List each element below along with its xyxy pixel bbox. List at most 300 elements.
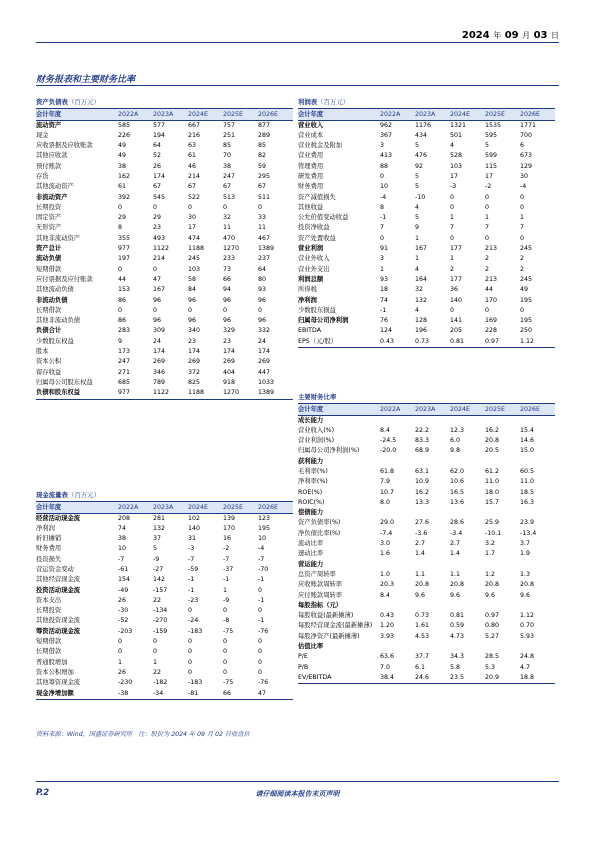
table-row — [36, 357, 293, 367]
row-value: 0 — [188, 306, 193, 314]
row-value: 4 — [415, 265, 420, 273]
row-value: 115 — [485, 162, 498, 170]
row-label: 资本支出 — [36, 596, 62, 604]
row-value: 214 — [153, 255, 166, 263]
row-value: 245 — [188, 255, 201, 263]
disclaimer: 请仔细阅读本报告末页声明 — [255, 790, 340, 798]
row-value: 7 — [485, 224, 490, 232]
row-label: EBITDA — [298, 327, 322, 335]
row-value: 0.59 — [450, 622, 465, 630]
table-row — [298, 121, 555, 131]
row-value: 372 — [188, 368, 201, 376]
table-row — [298, 337, 555, 347]
row-value: -1 — [258, 617, 265, 625]
row-label: 固定资产 — [36, 214, 62, 222]
row-value: 96 — [188, 317, 197, 325]
row-value: 0 — [258, 306, 263, 314]
row-value: 1 — [380, 265, 385, 273]
row-value: 9.8 — [450, 447, 461, 455]
row-value: 61 — [118, 183, 127, 191]
row-value: 245 — [520, 275, 533, 283]
row-value: 4 — [415, 306, 420, 314]
row-value: 0.73 — [415, 612, 430, 620]
row-value: 169 — [485, 317, 498, 325]
row-value: 10 — [258, 535, 267, 543]
table-row — [36, 668, 293, 678]
row-value: 0.43 — [380, 337, 395, 345]
row-value: 6 — [520, 142, 525, 150]
row-value: 0 — [520, 193, 525, 201]
row-value: -75 — [223, 679, 234, 687]
balance_sheet-title — [36, 97, 293, 108]
row-value: 269 — [223, 358, 236, 366]
row-value: 0 — [223, 638, 228, 646]
row-value: 825 — [188, 378, 201, 386]
row-value: 167 — [415, 245, 428, 253]
row-value: 1.1 — [450, 570, 461, 578]
row-value: 1.61 — [415, 622, 430, 630]
row-value: 1 — [520, 214, 525, 222]
row-label: 获利能力 — [298, 457, 324, 465]
financial-ratios-table — [298, 392, 555, 684]
row-value: 124 — [380, 327, 393, 335]
table-row — [36, 182, 293, 192]
report-date: 2024 年 09 月 03 日 — [461, 30, 559, 41]
row-value: 5.27 — [485, 632, 500, 640]
row-value: 474 — [188, 234, 201, 242]
row-value: -3.6 — [415, 529, 428, 537]
row-value: 59 — [258, 162, 267, 170]
table-row — [298, 611, 555, 621]
row-value: 20.9 — [485, 673, 500, 681]
table-row — [298, 632, 555, 642]
row-value — [520, 560, 555, 570]
table-row — [298, 223, 555, 233]
row-value: 24 — [258, 337, 267, 345]
row-value: 74 — [380, 296, 389, 304]
row-value: 162 — [118, 172, 131, 180]
row-value: 123 — [258, 514, 271, 522]
table-row — [298, 141, 555, 151]
row-value: -7 — [223, 555, 230, 563]
row-value: 1 — [153, 658, 158, 666]
row-value: 33 — [258, 214, 267, 222]
row-value: 94 — [223, 286, 232, 294]
header-year: 2026E — [520, 406, 541, 413]
row-label: 投资净收益 — [298, 224, 330, 232]
row-value: 2 — [450, 265, 455, 273]
row-value: 0.70 — [520, 622, 535, 630]
row-label: 其他经营现金流 — [36, 576, 81, 584]
row-value: 8.4 — [380, 426, 391, 434]
row-value — [380, 508, 415, 518]
row-value: 60.5 — [520, 467, 535, 475]
table-title-text: 主要财务比率 — [298, 393, 337, 401]
row-label: 管理费用 — [298, 162, 324, 170]
table-row — [36, 296, 293, 306]
row-value: 3.93 — [380, 632, 395, 640]
row-value: 2 — [520, 265, 525, 273]
table-row — [36, 285, 293, 295]
row-label: 应收账款周转率 — [298, 581, 343, 589]
row-value: 196 — [415, 327, 428, 335]
row-value: 8.0 — [380, 498, 391, 506]
table-row — [298, 275, 555, 285]
row-value: 20.8 — [485, 581, 500, 589]
row-value: 7.0 — [380, 663, 391, 671]
row-label: 其他收益 — [298, 203, 324, 211]
row-value: 0 — [223, 203, 228, 211]
row-value: 233 — [223, 255, 236, 263]
table-unit: （百万元） — [317, 98, 350, 106]
row-value: 96 — [258, 296, 267, 304]
row-value: -2 — [223, 545, 230, 553]
row-value: 66 — [223, 689, 232, 697]
row-value: 67 — [258, 183, 267, 191]
row-value: 170 — [223, 524, 236, 532]
row-value: 92 — [415, 162, 424, 170]
row-value: 251 — [223, 131, 236, 139]
row-value: 8 — [118, 224, 123, 232]
row-value: -61 — [118, 565, 129, 573]
row-value: 96 — [153, 296, 162, 304]
row-value: 877 — [258, 121, 271, 129]
row-value: 47 — [153, 275, 162, 283]
row-value: -7 — [118, 555, 125, 563]
row-label: 归属母公司净利润 — [298, 317, 349, 325]
table-row — [298, 560, 555, 570]
row-value: 16.2 — [485, 426, 500, 434]
row-value: 0 — [485, 203, 490, 211]
row-value: 96 — [223, 317, 232, 325]
row-value: -1 — [188, 576, 195, 584]
row-label: 利润总额 — [298, 275, 324, 283]
row-label: 营业税金及附加 — [298, 142, 343, 150]
row-value: 247 — [223, 172, 236, 180]
table-row — [298, 306, 555, 316]
row-value: 0 — [258, 203, 263, 211]
page-number: P.2 — [36, 788, 50, 798]
row-value: 129 — [520, 162, 533, 170]
row-value: 355 — [118, 234, 131, 242]
row-label: 归属母公司净利润(%) — [298, 447, 360, 455]
row-value: 17 — [188, 224, 197, 232]
row-value: 0 — [450, 193, 455, 201]
row-value: 6.0 — [450, 437, 461, 445]
row-value: 16.5 — [450, 488, 465, 496]
row-value: 329 — [223, 327, 236, 335]
row-value: -159 — [153, 627, 168, 635]
row-value: -1 — [380, 214, 387, 222]
table-row — [298, 549, 555, 559]
row-value: 17 — [485, 172, 494, 180]
row-value: 86 — [118, 317, 127, 325]
table-title-text: 现金流量表 — [36, 491, 68, 499]
row-value: 142 — [153, 576, 166, 584]
table-row — [36, 586, 293, 596]
row-value: 0.80 — [485, 622, 500, 630]
row-value — [520, 457, 555, 467]
row-value: 585 — [118, 121, 131, 129]
row-value: 28.6 — [450, 519, 465, 527]
table-row — [298, 446, 555, 456]
row-value: 700 — [520, 131, 533, 139]
table-row — [36, 326, 293, 336]
row-value: -75 — [223, 627, 234, 635]
table-row — [36, 316, 293, 326]
row-label: ROIC(%) — [298, 498, 325, 506]
row-value: 20.5 — [485, 447, 500, 455]
row-value: 7 — [520, 224, 525, 232]
row-value: 13.3 — [415, 498, 430, 506]
row-value: 16.2 — [415, 488, 430, 496]
header-rule — [36, 42, 559, 43]
row-value: 1.4 — [415, 550, 426, 558]
row-value — [485, 642, 520, 652]
table-row — [298, 234, 555, 244]
table-row — [36, 637, 293, 647]
row-value — [415, 601, 450, 611]
row-value: 289 — [258, 131, 271, 139]
row-value: -230 — [118, 679, 133, 687]
row-label: 现金净增加额 — [36, 689, 74, 697]
row-value: 61.2 — [485, 467, 500, 475]
row-value: 197 — [118, 255, 131, 263]
table-row — [36, 141, 293, 151]
row-value: 1 — [485, 214, 490, 222]
row-label: 公允价值变动收益 — [298, 214, 349, 222]
table-row — [298, 182, 555, 192]
row-value: 140 — [450, 296, 463, 304]
row-value: 29.0 — [380, 519, 395, 527]
row-value: 213 — [485, 275, 498, 283]
row-value: 9.6 — [415, 591, 426, 599]
row-value — [485, 601, 520, 611]
table-row — [36, 162, 293, 172]
table-title-text: 资产负债表 — [36, 98, 68, 106]
row-value: 96 — [153, 317, 162, 325]
row-value: 10.9 — [415, 478, 430, 486]
table-row — [36, 378, 293, 388]
row-value: 2 — [520, 255, 525, 263]
row-value: 0 — [118, 638, 123, 646]
row-value: 0 — [153, 648, 158, 656]
row-value: 0 — [450, 234, 455, 242]
header-label: 会计年度 — [298, 406, 324, 413]
header-label: 会计年度 — [36, 504, 62, 511]
table-header-row — [298, 109, 555, 121]
row-value: -23 — [188, 596, 199, 604]
row-value: 37 — [153, 535, 162, 543]
row-value: 177 — [450, 245, 463, 253]
row-label: 净利润 — [298, 296, 317, 304]
row-value: 3 — [380, 142, 385, 150]
table-row — [298, 162, 555, 172]
row-value: 52 — [153, 152, 162, 160]
row-value: -1 — [188, 586, 195, 594]
table-row — [298, 570, 555, 580]
row-value: 62.0 — [450, 467, 465, 475]
row-label: 其他筹资现金流 — [36, 679, 81, 687]
row-label: 现金 — [36, 131, 49, 139]
table-bottom-rule — [298, 683, 555, 684]
row-value: 49 — [520, 286, 529, 294]
row-label: 其他流动负债 — [36, 286, 74, 294]
row-label: 资产总计 — [36, 245, 62, 253]
row-label: 存货 — [36, 172, 49, 180]
table-row — [36, 534, 293, 544]
row-value: 513 — [223, 193, 236, 201]
table-row — [298, 498, 555, 508]
row-value: 174 — [258, 348, 271, 356]
table-row — [36, 606, 293, 616]
table-row — [36, 388, 293, 398]
ratios-title — [298, 392, 555, 403]
row-value: 173 — [118, 348, 131, 356]
row-value: 27.6 — [415, 519, 430, 527]
row-label: 投资活动现金流 — [36, 586, 81, 594]
row-value: 0 — [258, 638, 263, 646]
row-value: 447 — [258, 368, 271, 376]
row-value: 5.93 — [520, 632, 535, 640]
row-value: -52 — [118, 617, 129, 625]
table-row — [36, 616, 293, 626]
row-value: 18 — [380, 286, 389, 294]
row-value: 14.6 — [520, 437, 535, 445]
row-value: -1 — [380, 306, 387, 314]
table-row — [298, 426, 555, 436]
row-value: 9 — [415, 224, 420, 232]
row-value: 0.81 — [450, 337, 465, 345]
row-value: 32 — [223, 214, 232, 222]
table-row — [298, 673, 555, 683]
row-label: EPS（元/股） — [298, 337, 338, 345]
table-row — [298, 326, 555, 336]
row-value: 1.6 — [380, 550, 391, 558]
row-value: 80 — [258, 275, 267, 283]
row-value — [450, 601, 485, 611]
row-value: 1389 — [258, 389, 275, 397]
row-value: 0 — [188, 658, 193, 666]
row-label: 长期投资 — [36, 203, 62, 211]
row-value: 38.4 — [380, 673, 395, 681]
row-value: 10.7 — [380, 488, 395, 496]
row-value: 2.7 — [415, 540, 426, 548]
header-year: 2023A — [415, 406, 436, 413]
row-value — [415, 560, 450, 570]
row-value: 340 — [188, 327, 201, 335]
row-value: 195 — [520, 317, 533, 325]
income-statement-table — [298, 97, 555, 348]
row-value: 47 — [258, 689, 267, 697]
row-value: 467 — [258, 234, 271, 242]
row-value: -49 — [118, 586, 129, 594]
row-label: 净负债比率(%) — [298, 529, 341, 537]
row-value: -203 — [118, 627, 133, 635]
row-value — [380, 416, 415, 426]
row-value: 1 — [415, 255, 420, 263]
row-value: 31 — [188, 535, 197, 543]
row-value: 96 — [188, 296, 197, 304]
row-value: 9 — [118, 337, 123, 345]
row-value: 86 — [118, 296, 127, 304]
row-label: 研发费用 — [298, 172, 324, 180]
row-label: 营业费用 — [298, 152, 324, 160]
row-value: 413 — [380, 152, 393, 160]
row-label: 速动比率 — [298, 550, 324, 558]
row-value: 1.3 — [520, 570, 531, 578]
row-value: -70 — [258, 565, 269, 573]
table-row — [298, 580, 555, 590]
table-row — [298, 131, 555, 141]
row-value: 63.6 — [380, 653, 395, 661]
row-value: 269 — [258, 358, 271, 366]
row-label: 营业成本 — [298, 131, 324, 139]
row-label: 每股指标（元） — [298, 601, 343, 609]
row-value — [520, 601, 555, 611]
row-value: 44 — [118, 275, 127, 283]
header-year: 2023A — [153, 111, 174, 118]
row-value: 0 — [223, 658, 228, 666]
source-note: 资料来源：Wind，国盛证券研究所 注：股价为 2024 年 09 月 02 日收盘价 — [36, 731, 250, 738]
row-label: 营业外收入 — [298, 255, 330, 263]
row-label: 营业收入(%) — [298, 426, 335, 434]
row-value: 493 — [153, 234, 166, 242]
row-value: 1 — [415, 234, 420, 242]
header-year: 2022A — [118, 111, 139, 118]
table-bottom-rule — [36, 699, 293, 700]
row-value: 23 — [188, 337, 197, 345]
row-value: 174 — [153, 348, 166, 356]
row-value: -134 — [153, 607, 168, 615]
row-value: 205 — [450, 327, 463, 335]
row-value: 0 — [485, 234, 490, 242]
row-value: 501 — [450, 131, 463, 139]
header-year: 2025E — [223, 504, 244, 511]
row-value: 1.7 — [485, 550, 496, 558]
row-value: 91 — [380, 245, 389, 253]
row-value: 0 — [188, 648, 193, 656]
section-rule — [36, 85, 559, 86]
header-year: 2022A — [380, 406, 401, 413]
row-value: 1270 — [223, 389, 240, 397]
row-value: 1 — [118, 658, 123, 666]
row-value: 476 — [415, 152, 428, 160]
row-value: -59 — [188, 565, 199, 573]
row-value: 5.8 — [450, 663, 461, 671]
row-value: 177 — [450, 275, 463, 283]
row-value: -183 — [188, 679, 203, 687]
row-value: 1.12 — [520, 612, 535, 620]
row-value: 7 — [450, 224, 455, 232]
row-value: -3 — [188, 545, 195, 553]
table-row — [298, 285, 555, 295]
row-value: 0 — [153, 203, 158, 211]
row-value: 73 — [223, 265, 232, 273]
row-label: 其他流动资产 — [36, 183, 74, 191]
row-label: 非流动资产 — [36, 193, 68, 201]
row-value: 30 — [188, 214, 197, 222]
table-row — [298, 601, 555, 611]
row-value: 5 — [485, 142, 490, 150]
row-value: 0.97 — [485, 337, 500, 345]
row-value: 0 — [380, 172, 385, 180]
row-value: -182 — [153, 679, 168, 687]
row-value: 0 — [223, 668, 228, 676]
row-label: P/B — [298, 663, 309, 671]
table-row — [298, 296, 555, 306]
row-label: 资本公积增加 — [36, 668, 74, 676]
